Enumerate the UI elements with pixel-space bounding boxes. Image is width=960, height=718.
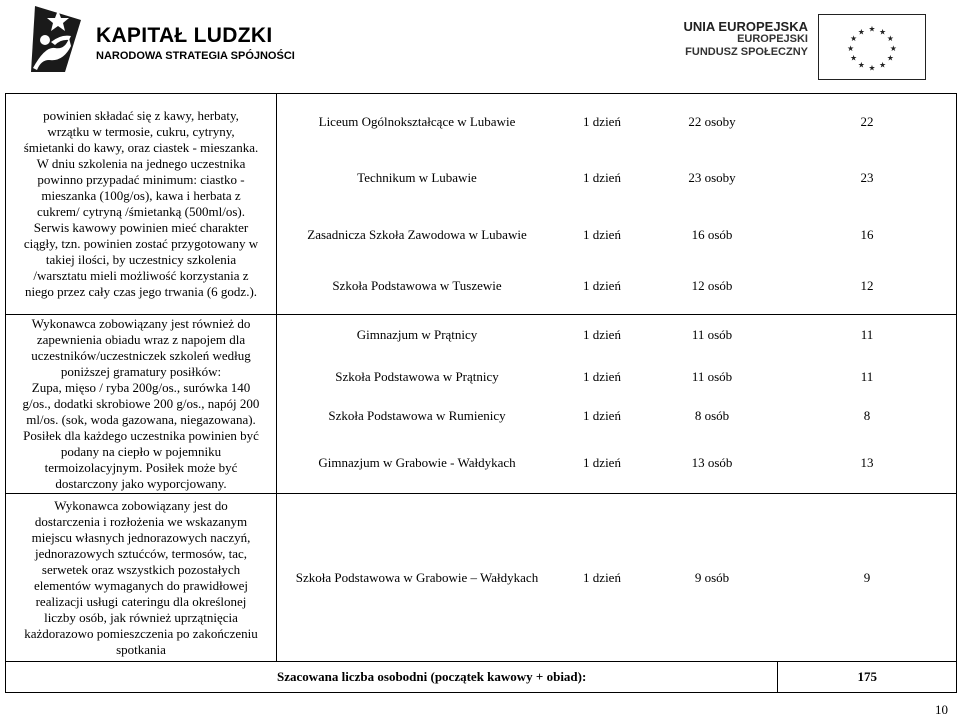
school-row	[277, 494, 957, 661]
description-line: ml/os. (sok, woda gazowana, niegazowana).	[26, 412, 256, 427]
description-line: powinno przypadać minimum: ciastko -	[37, 172, 245, 187]
school-count: 13	[860, 455, 874, 470]
kl-title: KAPITAŁ LUDZKI	[96, 24, 273, 47]
description-line: mieszanka (100g/os), kawa i herbata z	[41, 188, 241, 203]
total-cell	[6, 662, 957, 693]
description-line: Zupa, mięso / ryba 200g/os., surówka 140	[31, 380, 251, 395]
description-line: każdorazowo pomieszczenia po zakończeniu	[24, 625, 258, 641]
svg-text:★: ★	[857, 60, 865, 70]
catering-table	[5, 93, 957, 693]
description-line: śmietanki do kawy, oraz ciastek - mieszanka.	[23, 140, 259, 155]
eu-flag-icon	[818, 14, 926, 80]
description-line: jednorazowych sztućców, termosów, tac,	[34, 545, 247, 561]
school-name: Szkoła Podstawowa w Rumienicy	[328, 408, 506, 423]
school-duration: 1 dzień	[583, 227, 621, 242]
description-line: realizacji usługi cateringu dla określonej	[35, 593, 247, 609]
description-line: zapewnienia obiadu wraz z napojem dla	[36, 332, 246, 347]
school-count: 11	[860, 327, 874, 342]
svg-text:★: ★	[847, 43, 855, 53]
school-count: 9	[863, 569, 871, 585]
description-line: spotkania	[116, 641, 166, 657]
eu-sub1: EUROPEJSKI	[737, 33, 808, 45]
school-people: 12 osób	[691, 278, 733, 293]
table-row	[6, 315, 957, 494]
eu-text	[684, 20, 808, 59]
school-people: 11 osób	[691, 327, 733, 342]
school-row	[277, 147, 957, 209]
school-duration: 1 dzień	[583, 408, 621, 423]
school-count: 23	[860, 170, 874, 185]
description-line: Wykonawca zobowiązany jest również do	[31, 316, 251, 331]
school-name: Szkoła Podstawowa w Prątnicy	[335, 369, 499, 384]
school-duration: 1 dzień	[583, 114, 621, 129]
school-row	[277, 209, 957, 261]
svg-text:★: ★	[886, 53, 894, 63]
schools-subtable-3	[277, 494, 957, 661]
dishes-text	[6, 498, 276, 658]
description-line: Posiłek dla każdego uczestnika powinien być	[23, 428, 259, 443]
school-count: 12	[860, 278, 874, 293]
svg-text:★: ★	[868, 63, 876, 73]
page-header	[0, 0, 960, 90]
description-line: takiej ilości, by uczestnicy szkolenia	[45, 252, 237, 267]
description-line: powinien składać się z kawy, herbaty,	[43, 108, 239, 123]
school-people: 9 osób	[694, 569, 730, 585]
school-duration: 1 dzień	[583, 327, 621, 342]
total-value: 175	[777, 662, 957, 692]
table-row	[6, 94, 957, 315]
school-row	[277, 355, 957, 399]
description-line: dostarczony jako wyporcjowany.	[55, 476, 227, 491]
school-row	[277, 261, 957, 311]
description-line: W dniu szkolenia na jednego uczestnika	[36, 156, 246, 171]
schools-subtable-1	[277, 97, 957, 311]
school-row	[277, 399, 957, 433]
school-duration: 1 dzień	[583, 455, 621, 470]
school-duration: 1 dzień	[583, 369, 621, 384]
school-people: 11 osób	[691, 369, 733, 384]
school-people: 23 osoby	[688, 170, 736, 185]
schools-subtable-2	[277, 315, 957, 493]
school-count: 22	[860, 114, 874, 129]
school-row	[277, 97, 957, 147]
school-people: 8 osób	[694, 408, 730, 423]
school-name: Zasadnicza Szkoła Zawodowa w Lubawie	[307, 227, 527, 242]
lunch-text	[6, 316, 276, 492]
description-line: dostarczenia i rozłożenia we wskazanym	[34, 513, 248, 529]
description-line: Wykonawca zobowiązany jest do	[54, 497, 228, 513]
description-line: liczby osób, jak również uprzątnięcia	[44, 609, 238, 625]
description-line: Serwis kawowy powinien mieć charakter	[33, 220, 249, 235]
schools-group-3	[277, 494, 957, 662]
svg-text:★: ★	[857, 27, 865, 37]
school-name: Technikum w Lubawie	[357, 170, 477, 185]
kl-subtitle: NARODOWA STRATEGIA SPÓJNOŚCI	[96, 50, 295, 62]
school-name: Szkoła Podstawowa w Tuszewie	[332, 278, 502, 293]
school-count: 8	[863, 408, 871, 423]
dishes-description	[6, 494, 277, 662]
total-subtable	[6, 662, 957, 692]
school-row	[277, 433, 957, 493]
school-people: 16 osób	[691, 227, 733, 242]
description-line: g/os., dodatki skrobiowe 200 g/os., napój 200	[22, 396, 260, 411]
schools-group-1	[277, 94, 957, 315]
schools-group-2	[277, 315, 957, 494]
kapital-ludzki-logo-icon	[25, 2, 85, 74]
description-line: /warsztatu mieli możliwość korzystania z	[33, 268, 249, 283]
eu-sub2: FUNDUSZ SPOŁECZNY	[685, 46, 808, 58]
svg-text:★: ★	[850, 53, 858, 63]
eu-title: UNIA EUROPEJSKA	[683, 19, 808, 34]
total-spacer	[6, 662, 277, 692]
lunch-description	[6, 315, 277, 494]
svg-text:★: ★	[850, 34, 858, 44]
description-line: ciągły, tzn. powinien zostać przygotowany w	[23, 236, 259, 251]
page-number: 10	[935, 702, 948, 717]
school-duration: 1 dzień	[583, 170, 621, 185]
svg-text:★: ★	[886, 34, 894, 44]
school-count: 16	[860, 227, 874, 242]
description-line: wrzątku w termosie, cukru, cytryny,	[47, 124, 235, 139]
svg-text:★: ★	[879, 60, 887, 70]
table-row	[6, 494, 957, 662]
school-people: 13 osób	[691, 455, 733, 470]
svg-text:★: ★	[889, 43, 897, 53]
coffee-service-text	[6, 108, 276, 300]
kapital-ludzki-text	[96, 25, 295, 64]
school-count: 11	[860, 369, 874, 384]
description-line: elementów wymaganych do prawidłowej	[33, 577, 249, 593]
description-line: cukrem/ cytryną /śmietanką (500ml/os).	[37, 204, 245, 219]
description-line: niego przez cały czas jego trwania (6 godz.).	[24, 284, 258, 299]
description-line: podany na ciepło w pojemniku	[60, 444, 222, 459]
description-line: serwetek oraz wszystkich pozostałych	[41, 561, 241, 577]
school-name: Gimnazjum w Grabowie - Wałdykach	[318, 455, 516, 470]
school-duration: 1 dzień	[583, 569, 621, 585]
school-people: 22 osoby	[688, 114, 736, 129]
svg-text:★: ★	[868, 24, 876, 34]
school-row	[277, 315, 957, 355]
description-line: poniższej gramatury posiłków:	[60, 364, 222, 379]
school-name: Liceum Ogólnokształcące w Lubawie	[318, 114, 516, 129]
school-name: Szkoła Podstawowa w Grabowie – Wałdykach	[295, 569, 539, 585]
school-name: Gimnazjum w Prątnicy	[356, 327, 478, 342]
coffee-service-description	[6, 94, 277, 315]
school-duration: 1 dzień	[583, 278, 621, 293]
description-line: uczestników/uczestniczek szkoleń według	[31, 348, 251, 363]
description-line: termoizolacyjnym. Posiłek może być	[44, 460, 238, 475]
total-row	[6, 662, 957, 693]
svg-text:★: ★	[879, 27, 887, 37]
description-line: miejscu własnych jednorazowych naczyń,	[31, 529, 251, 545]
total-label: Szacowana liczba osobodni (początek kawowy + obiad):	[277, 669, 587, 684]
